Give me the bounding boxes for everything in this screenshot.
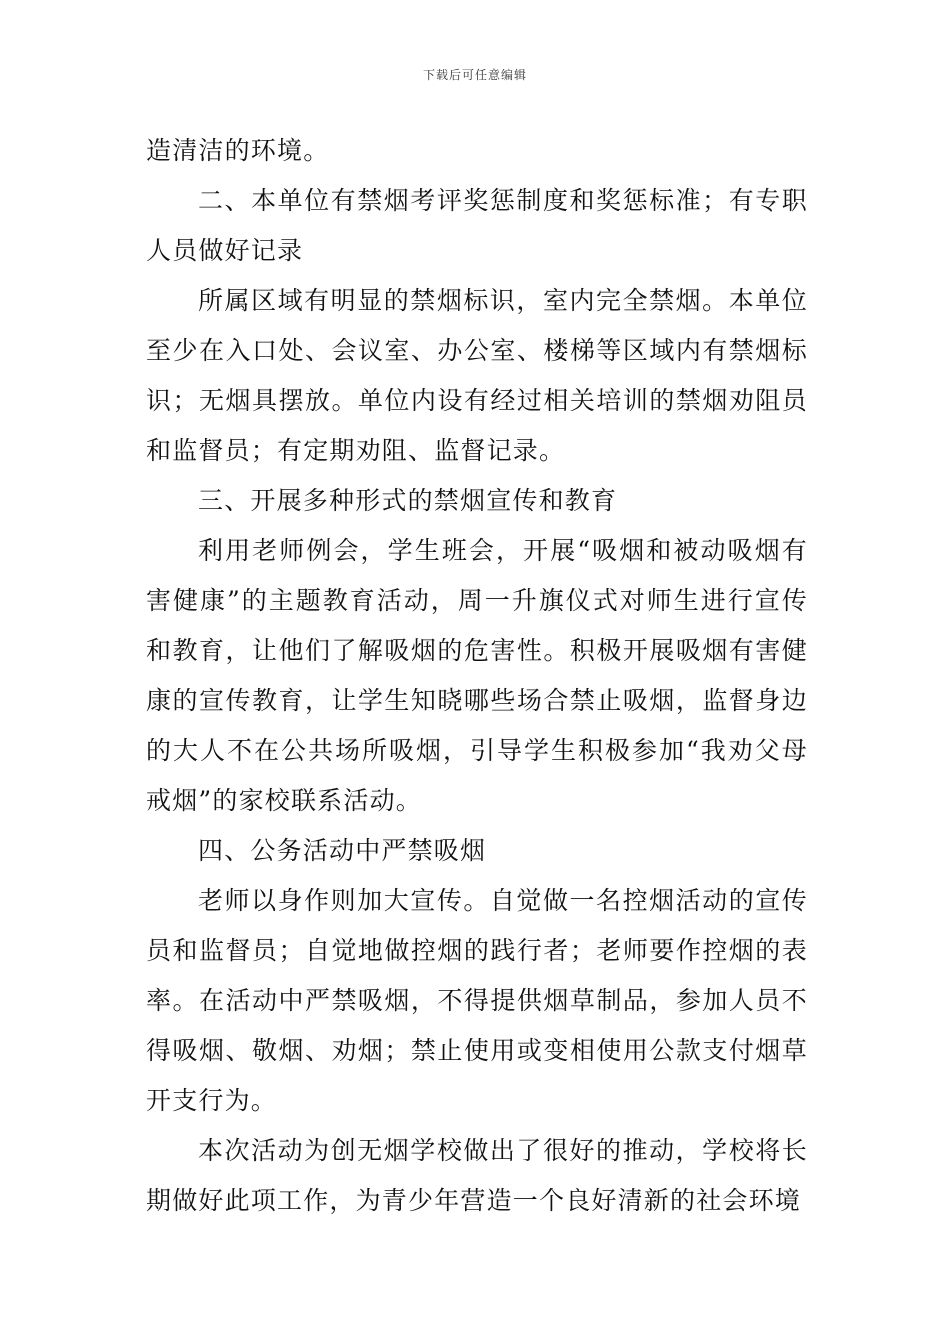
section-heading-4: 四、公务活动中严禁吸烟 xyxy=(198,836,487,865)
paragraph-continuation: 造清洁的环境。 xyxy=(146,136,330,165)
document-body xyxy=(146,126,808,1226)
page-header: 下载后可任意编辑 xyxy=(422,68,527,82)
paragraph-official-activities: 老师以身作则加大宣传。自觉做一名控烟活动的宣传员和监督员；自觉地做控烟的践行者；老师要作控烟的表率。在活动中严禁吸烟，不得提供烟草制品，参加人员不得吸烟、敬烟、劝烟；禁止使用或变相使用公款支付烟草开支行为。 xyxy=(146,886,808,1115)
section-heading-2: 二、本单位有禁烟考评奖惩制度和奖惩标准；有专职人员做好记录 xyxy=(146,186,808,265)
paragraph-education: 利用老师例会，学生班会，开展“吸烟和被动吸烟有害健康”的主题教育活动，周一升旗仪式对师生进行宣传和教育，让他们了解吸烟的危害性。积极开展吸烟有害健康的宣传教育，让学生知晓哪些场合禁止吸烟，监督身边的大人不在公共场所吸烟，引导学生积极参加“我劝父母戒烟”的家校联系活动。 xyxy=(146,536,808,815)
section-heading-3: 三、开展多种形式的禁烟宣传和教育 xyxy=(198,486,618,515)
paragraph-signage: 所属区域有明显的禁烟标识，室内完全禁烟。本单位至少在入口处、会议室、办公室、楼梯等区域内有禁烟标识；无烟具摆放。单位内设有经过相关培训的禁烟劝阻员和监督员；有定期劝阻、监督记录。 xyxy=(146,286,808,465)
paragraph-conclusion: 本次活动为创无烟学校做出了很好的推动，学校将长期做好此项工作，为青少年营造一个良好清新的社会环境 xyxy=(146,1136,808,1215)
